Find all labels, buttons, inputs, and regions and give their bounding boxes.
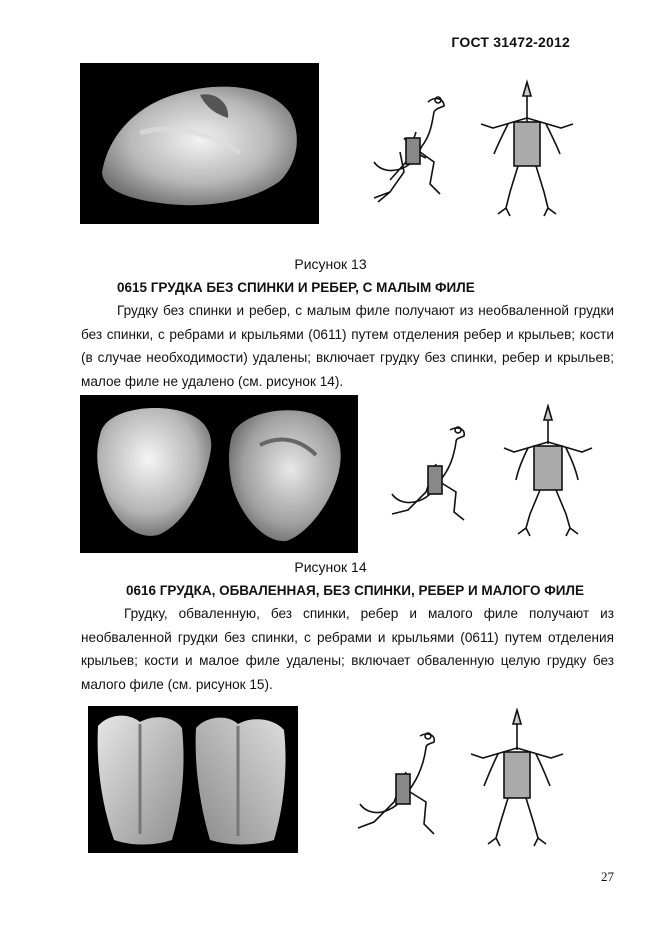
figure-15-skeleton-front [468, 708, 566, 850]
figure-13-skeleton-side [360, 92, 460, 210]
figure-15-skeleton-side [350, 728, 462, 848]
section-0615-text: Грудку без спинки и ребер, с малым филе получают из необваленной грудки без спинки, с ребрами и крыльями (0611) путем отделения ребер и крыльев; кости (в случае необходимости) удалены; включает грудку без спинки, ребер и крыльев; малое филе не удалено (см. рисунок 14). [81, 303, 614, 389]
section-0616-body [81, 602, 614, 696]
section-0615-heading: 0615 ГРУДКА БЕЗ СПИНКИ И РЕБЕР, С МАЛЫМ ФИЛЕ [117, 280, 475, 295]
section-0616-heading: 0616 ГРУДКА, ОБВАЛЕННАЯ, БЕЗ СПИНКИ, РЕБЕР И МАЛОГО ФИЛЕ [126, 583, 584, 598]
section-0615-body [81, 299, 614, 393]
figure-15-photo [88, 706, 298, 853]
figure-14-skeleton-front [500, 404, 596, 538]
document-standard-number: ГОСТ 31472-2012 [451, 34, 570, 50]
figure-14-caption: Рисунок 14 [294, 559, 367, 575]
figure-14-skeleton-side [384, 424, 490, 534]
section-0616-text: Грудку, обваленную, без спинки, ребер и малого филе получают из необваленной грудки без спинки, с ребрами и крыльями (0611) путем отделения крыльев; кости и малое филе удалены; включает обваленную целую грудку без малого филе (см. рисунок 15). [81, 606, 614, 692]
figure-13-photo [80, 63, 319, 224]
figure-13-caption: Рисунок 13 [294, 256, 367, 272]
figure-13-skeleton-front [478, 78, 576, 218]
page-number: 27 [601, 869, 614, 884]
figure-14-photo [80, 395, 358, 553]
